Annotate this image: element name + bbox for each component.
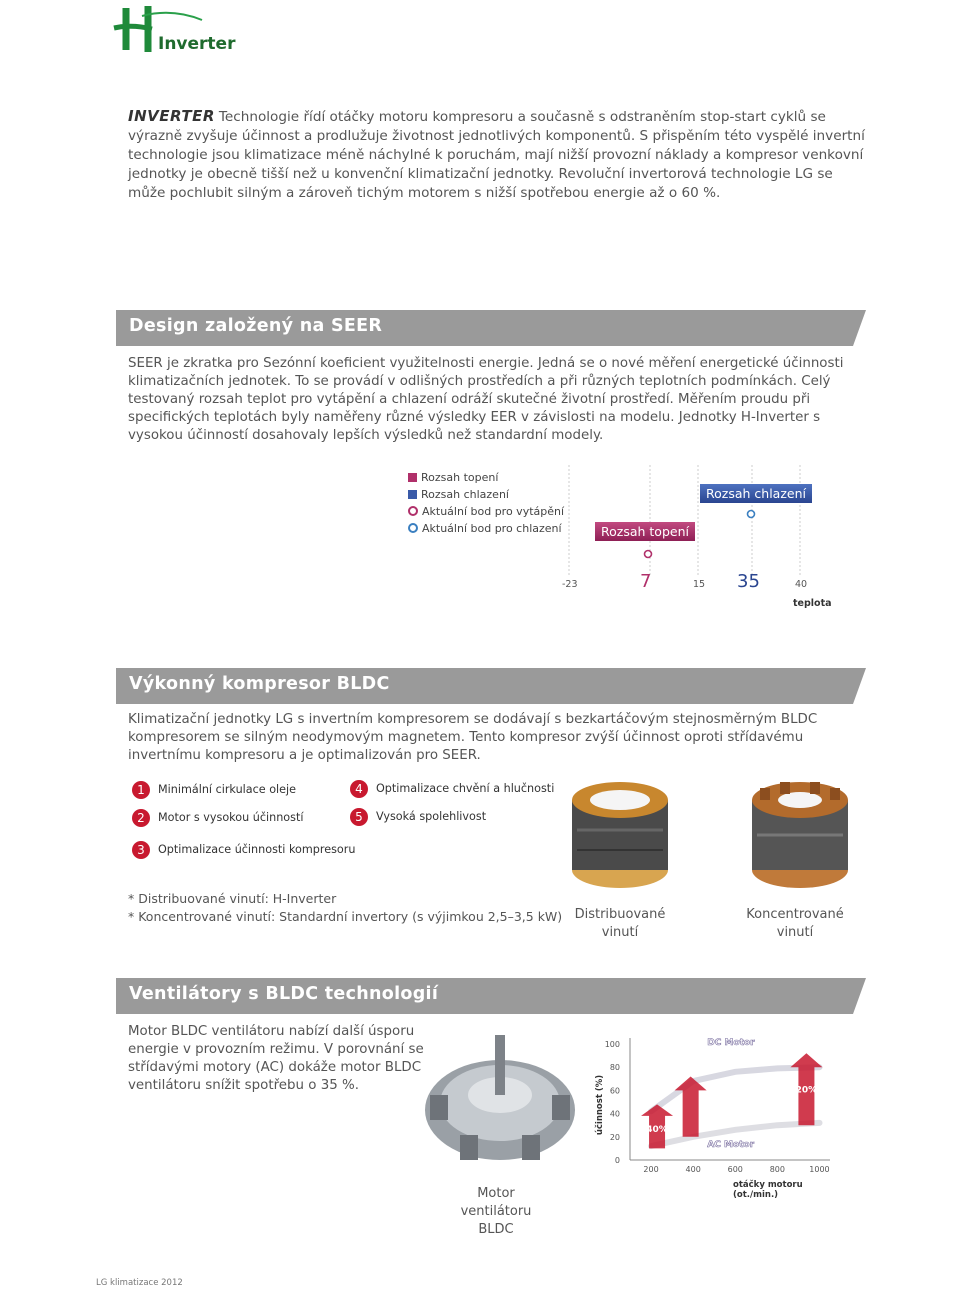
fans-title: Ventilátory s BLDC technologií [129, 984, 439, 1004]
tick-7: 7 [640, 571, 652, 592]
heating-range-bar: Rozsah topení [595, 522, 695, 541]
concentrated-winding-image [745, 770, 855, 895]
caption-fan-motor: Motor ventilátoru BLDC [460, 1186, 532, 1237]
tick-minus-23: -23 [562, 579, 578, 590]
feature-4: 4 Optimalizace chvění a hlučnosti [350, 780, 554, 798]
x-tick-label: 200 [643, 1165, 659, 1174]
distributed-winding-image [565, 770, 675, 895]
seer-temperature-chart [562, 465, 835, 615]
legend-heating-point: Aktuální bod pro vytápění [408, 505, 564, 518]
annotation-20-percent: 20% [795, 1085, 818, 1096]
fans-paragraph: Motor BLDC ventilátoru nabízí další úsporu energie v provozním režimu. V porovnání se střídavými motory (AC) dokáže motor BLDC ventilátoru snížit spotřebu o 35 %. [128, 1024, 424, 1093]
x-tick-label: 1000 [809, 1165, 830, 1174]
series-label-ac-motor: AC Motor [707, 1139, 755, 1150]
seer-paragraph: SEER je zkratka pro Sezónní koeficient využitelnosti energie. Jedná se o nové měření energetické účinnosti klimatizačních jednotek. To se provádí v odlišných prostředích a při různých teplotních podmínkách. Celý testovaný rozsah teplot pro vytápění a chlazení odráží skutečné životní prostředí. Měřením proudu při specifických teplotách byly naměřeny různé výsledky EER v závislosti na modelu. Jednotky H-Inverter s vysokou účinností dosahovaly lepších výsledků než standardní modely. [128, 356, 844, 443]
tick-35: 35 [737, 571, 760, 592]
tick-15: 15 [693, 579, 706, 590]
seer-title: Design založený na SEER [129, 316, 383, 336]
y-tick-label: 60 [609, 1086, 620, 1096]
x-tick-label: 800 [769, 1165, 786, 1174]
tick-40: 40 [795, 579, 808, 590]
feature-1: 1 Minimální cirkulace oleje [132, 781, 296, 799]
compressor-section-header [116, 668, 866, 704]
compressor-paragraph: Klimatizační jednotky LG s invertním kompresorem se dodávají s bezkartáčovým stejnosměrným BLDC kompresorem se silným neodymovým magnetem. Tento kompresor zvýší účinnost oproti střídavému invertnímu kompresoru a je optimalizován pro SEER. [128, 712, 818, 763]
y-axis-label: účinnost (%) [595, 1074, 605, 1136]
x-tick-label: 600 [727, 1165, 743, 1174]
feature-2: 2 Motor s vysokou účinností [132, 809, 303, 827]
y-tick-label: 80 [609, 1063, 620, 1073]
h-inverter-logo [112, 2, 252, 58]
page-footer: LG klimatizace 2012 [96, 1278, 183, 1288]
y-tick-label: 40 [609, 1109, 620, 1119]
legend-cooling-point: Aktuální bod pro chlazení [408, 522, 562, 535]
annotation-40-percent: 40% [646, 1125, 668, 1136]
cooling-range-bar: Rozsah chlazení [700, 484, 812, 503]
logo-text: Inverter [158, 34, 236, 54]
intro-paragraph [128, 107, 868, 203]
axis-label-temperature: teplota [793, 598, 832, 609]
fans-section-header [116, 978, 866, 1014]
legend-cooling-range: Rozsah chlazení [408, 488, 509, 501]
bldc-fan-motor-image [415, 1025, 585, 1175]
feature-3: 3 Optimalizace účinnosti kompresoru [132, 841, 355, 859]
x-tick-label: 400 [685, 1165, 701, 1174]
series-label-dc-motor: DC Motor [707, 1038, 755, 1049]
efficiency-chart-plot [590, 1030, 840, 1195]
y-tick-label: 0 [614, 1156, 620, 1165]
caption-concentrated: Koncentrované vinutí [746, 907, 844, 940]
legend-heating-range: Rozsah topení [408, 471, 498, 484]
compressor-title: Výkonný kompresor BLDC [129, 674, 390, 694]
feature-5: 5 Vysoká spolehlivost [350, 808, 486, 826]
annotation-arrow-400 [675, 1076, 707, 1136]
caption-distributed: Distribuované vinutí [574, 907, 666, 940]
intro-text: Technologie řídí otáčky motoru kompresoru a současně s odstraněním stop-start cyklů se výrazně zvyšuje účinnost a prodlužuje životnost jednotlivých komponentů. S přispěním této vyspělé invertní technologie jsou klimatizace méně náchylné k poruchám, mají nižší provozní náklady a kompresor venkovní jednotky je obecně tišší než u konvenční klimatizační jednotky. Revoluční invertorová technologie LG se může pochlubit silným a zároveň tichým motorem s nižší spotřebou energie až o 60 %. [128, 109, 865, 201]
seer-section-header [116, 310, 866, 346]
inverter-brand: INVERTER [128, 107, 215, 125]
y-tick-label: 20 [609, 1132, 620, 1142]
efficiency-chart [590, 1030, 840, 1200]
note-concentrated: * Koncentrované vinutí: Standardní invertory (s výjimkou 2,5–3,5 kW) [128, 909, 563, 924]
x-axis-label: otáčky motoru (ot./min.) [733, 1180, 803, 1200]
y-tick-label: 100 [604, 1040, 620, 1049]
note-distributed: * Distribuované vinutí: H-Inverter [128, 891, 337, 906]
